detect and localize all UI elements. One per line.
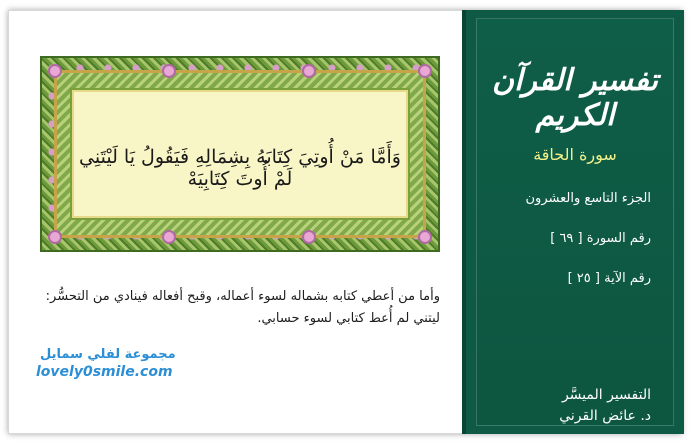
flower-ornament-icon — [302, 230, 316, 244]
tafsir-block — [30, 286, 440, 340]
tafsir-text: وأما من أعطي كتابه بشماله لسوء أعماله، وقبح أفعاله فينادي من التحسُّر: ليتني لم أُعط كتابي لسوء حسابي. — [45, 289, 440, 326]
juz-label: الجزء التاسع والعشرون — [525, 191, 651, 206]
flower-ornament-icon — [48, 230, 62, 244]
flower-ornament-icon — [418, 64, 432, 78]
verse-text: وَأَمَّا مَنْ أُوتِيَ كِتَابَهُ بِشِمَالِهِ فَيَقُولُ يَا لَيْتَنِي لَمْ أُوتَ كِتَابِيَهْ — [79, 146, 401, 190]
surah-name: سورة الحاقة — [533, 145, 617, 164]
ornamental-verse-frame — [40, 56, 440, 252]
tafsir-author: د. عائض القرني — [559, 408, 651, 424]
flower-ornament-icon — [48, 64, 62, 78]
tafsir-source: التفسير الميسَّر — [561, 387, 651, 403]
flower-ornament-icon — [418, 230, 432, 244]
flower-ornament-icon — [162, 230, 176, 244]
info-panel-inner — [476, 18, 674, 426]
flower-ornament-icon — [162, 64, 176, 78]
page-title: تفسير القرآن الكريم — [492, 63, 658, 133]
info-panel — [462, 10, 684, 434]
site-url-link[interactable]: lovely0smile.com — [36, 364, 173, 380]
ayah-number: رقم الآية [ ٢٥ ] — [567, 271, 651, 286]
flower-ornament-icon — [302, 64, 316, 78]
verse-box — [70, 88, 410, 220]
surah-number: رقم السورة [ ٦٩ ] — [550, 231, 651, 246]
site-name[interactable]: مجموعة لفلي سمايل — [40, 347, 176, 362]
